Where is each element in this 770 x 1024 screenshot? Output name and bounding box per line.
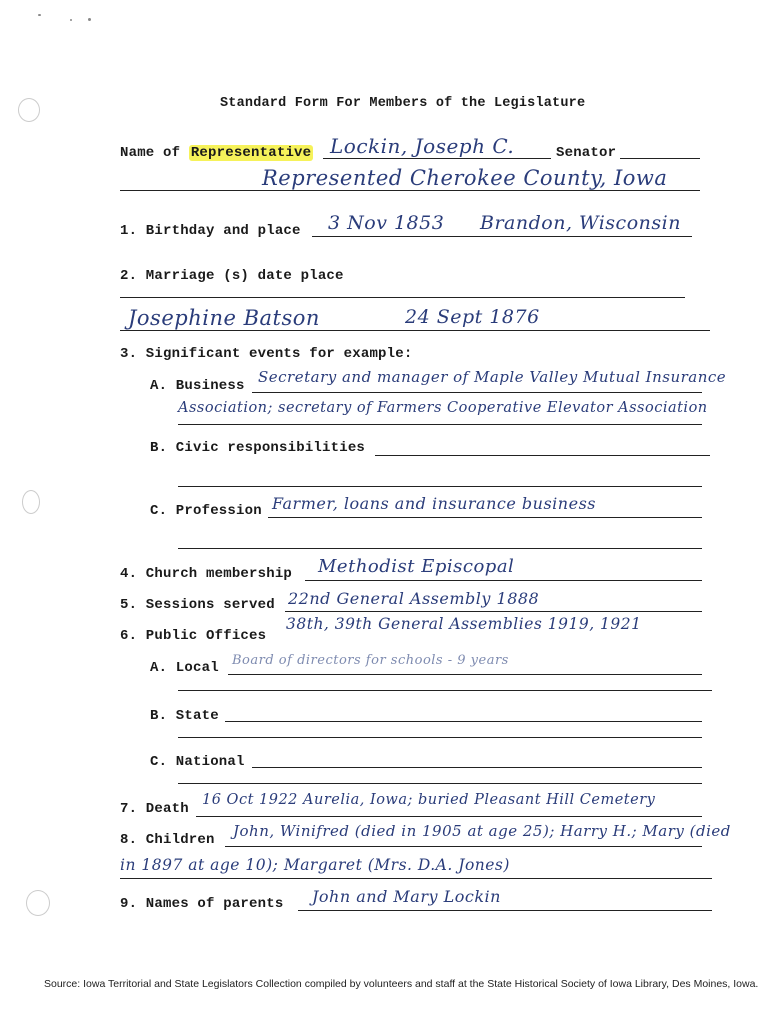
offices-label: 6. Public Offices — [120, 628, 267, 644]
profession-underline — [268, 517, 702, 518]
scan-speck — [88, 18, 91, 21]
marriage-spouse: Josephine Batson — [128, 306, 320, 330]
state-underline — [225, 721, 702, 722]
death-label: 7. Death — [120, 801, 189, 817]
marriage-underline-2 — [120, 330, 710, 331]
representative-highlight: Representative — [190, 145, 312, 161]
profession-label: C. Profession — [150, 503, 262, 519]
parents-underline — [298, 910, 712, 911]
birthday-date: 3 Nov 1853 — [328, 212, 445, 234]
children-value-2: in 1897 at age 10); Margaret (Mrs. D.A. Jones) — [120, 856, 510, 874]
name-underline — [323, 158, 551, 159]
business-label: A. Business — [150, 378, 245, 394]
profession-value: Farmer, loans and insurance business — [272, 494, 596, 513]
name-underline-2 — [120, 190, 700, 191]
church-underline — [305, 580, 702, 581]
form-title: Standard Form For Members of the Legislature — [220, 96, 586, 111]
national-label: C. National — [150, 754, 245, 770]
local-label: A. Local — [150, 660, 219, 676]
business-value-2: Association; secretary of Farmers Cooperative Elevator Association — [178, 400, 708, 416]
children-underline-2 — [120, 878, 712, 879]
punch-hole-mark — [26, 890, 50, 916]
events-label: 3. Significant events for example: — [120, 346, 413, 362]
civic-underline-2 — [178, 486, 702, 487]
birthday-label: 1. Birthday and place — [120, 223, 301, 239]
source-caption: Source: Iowa Territorial and State Legislators Collection compiled by volunteers and staff at the State Historical Society of Iowa Library, Des Moines, Iowa. — [44, 978, 759, 990]
church-value: Methodist Episcopal — [318, 556, 515, 577]
sessions-label: 5. Sessions served — [120, 597, 275, 613]
state-label: B. State — [150, 708, 219, 724]
local-underline-2 — [178, 690, 712, 691]
state-underline-2 — [178, 737, 702, 738]
senator-underline — [620, 158, 700, 159]
senator-label: Senator — [556, 145, 617, 161]
civic-underline — [375, 455, 710, 456]
birthday-place: Brandon, Wisconsin — [480, 212, 681, 234]
death-value: 16 Oct 1922 Aurelia, Iowa; buried Pleasant Hill Cemetery — [202, 792, 656, 808]
church-label: 4. Church membership — [120, 566, 293, 582]
sessions-underline — [285, 611, 702, 612]
profession-underline-2 — [178, 548, 702, 549]
death-underline — [196, 816, 702, 817]
local-underline — [228, 674, 702, 675]
sessions-value: 22nd General Assembly 1888 — [288, 589, 540, 608]
scan-speck — [38, 14, 41, 16]
sessions-value-2: 38th, 39th General Assemblies 1919, 1921 — [286, 615, 642, 633]
national-underline-2 — [178, 783, 702, 784]
civic-label: B. Civic responsibilities — [150, 440, 366, 456]
name-value: Lockin, Joseph C. — [330, 134, 515, 158]
parents-value: John and Mary Lockin — [312, 887, 501, 906]
name-label-prefix: Name of — [120, 145, 181, 161]
punch-hole-mark — [18, 98, 40, 122]
marriage-underline — [120, 297, 685, 298]
children-value: John, Winifred (died in 1905 at age 25); Harry H.; Mary (died — [233, 822, 731, 840]
name-label — [120, 145, 313, 161]
marriage-date: 24 Sept 1876 — [405, 306, 540, 328]
name-value-line2: Represented Cherokee County, Iowa — [262, 166, 668, 190]
birthday-underline — [312, 236, 692, 237]
national-underline — [252, 767, 702, 768]
marriage-label: 2. Marriage (s) date place — [120, 268, 344, 284]
local-value: Board of directors for schools - 9 years — [232, 653, 509, 668]
children-underline — [225, 846, 702, 847]
business-underline — [252, 392, 702, 393]
children-label: 8. Children — [120, 832, 215, 848]
business-value: Secretary and manager of Maple Valley Mutual Insurance — [258, 368, 727, 386]
scan-speck — [70, 19, 72, 21]
business-underline-2 — [178, 424, 702, 425]
parents-label: 9. Names of parents — [120, 896, 284, 912]
punch-hole-mark — [22, 490, 40, 514]
